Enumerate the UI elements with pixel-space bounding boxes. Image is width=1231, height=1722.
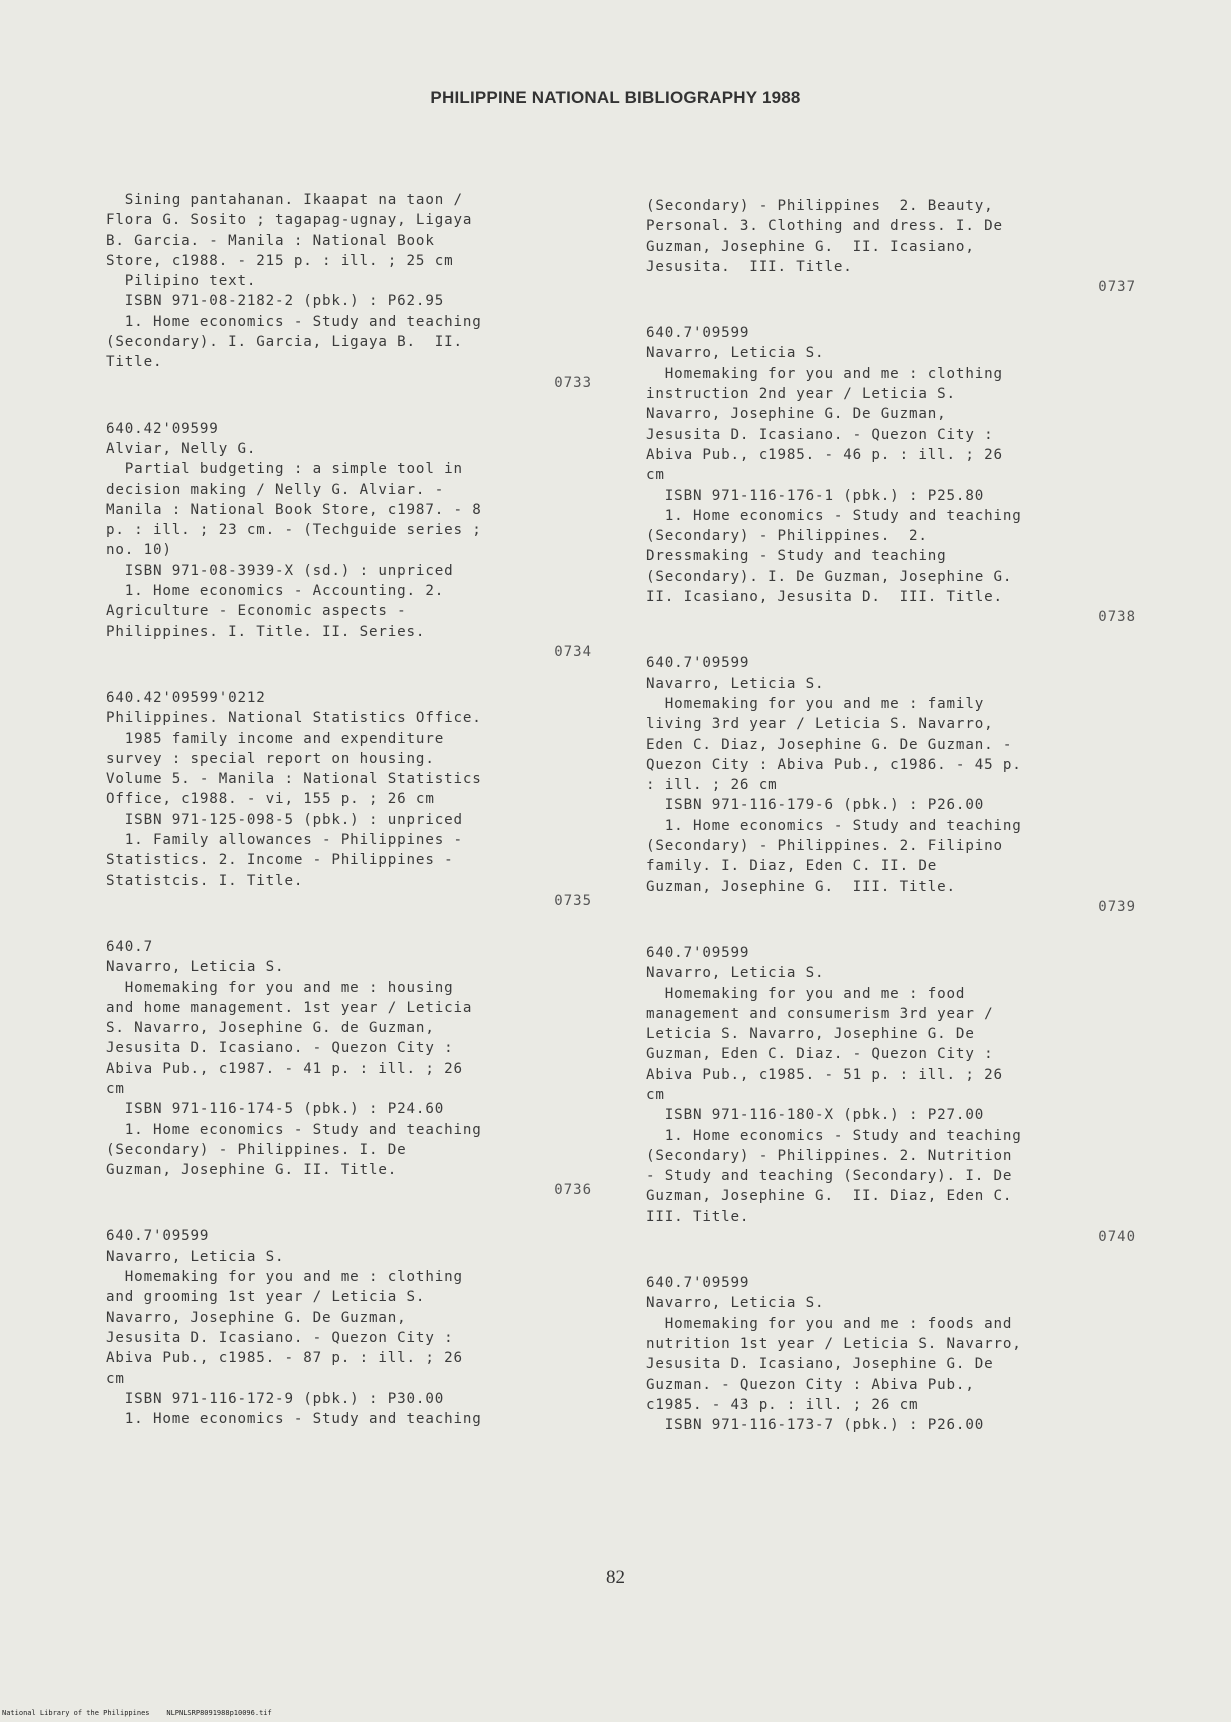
entry-line: 640.7'09599 bbox=[646, 655, 750, 672]
entry-line: Navarro, Leticia S. bbox=[106, 1248, 285, 1265]
entry-line: 1. Home economics - Study and teaching bbox=[646, 1127, 1022, 1144]
entry-line: ISBN 971-08-2182-2 (pbk.) : P62.95 bbox=[106, 293, 445, 310]
entry-line: 640.7'09599 bbox=[646, 1275, 750, 1292]
entry-line: ISBN 971-125-098-5 (pbk.) : unpriced bbox=[106, 811, 463, 828]
entry-line: Jesusita D. Icasiano, Josephine G. De bbox=[646, 1356, 994, 1373]
entry-line: Navarro, Leticia S. bbox=[646, 1295, 825, 1312]
entry-line: ISBN 971-116-176-1 (pbk.) : P25.80 bbox=[646, 487, 985, 504]
entry-line: cm bbox=[646, 1086, 665, 1103]
entry-line: II. Icasiano, Jesusita D. III. Title. bbox=[646, 589, 1003, 606]
entry-line: Leticia S. Navarro, Josephine G. De bbox=[646, 1026, 975, 1043]
entry-line: 1. Home economics - Study and teaching bbox=[646, 817, 1022, 834]
entry-line: Navarro, Leticia S. bbox=[106, 959, 285, 976]
entry-line: Abiva Pub., c1985. - 46 p. : ill. ; 26 bbox=[646, 446, 1003, 463]
entry-line: ISBN 971-116-180-X (pbk.) : P27.00 bbox=[646, 1107, 985, 1124]
entry-line: family. I. Diaz, Eden C. II. De bbox=[646, 858, 938, 875]
bibliography-entry bbox=[106, 688, 596, 911]
entry-line: no. 10) bbox=[106, 542, 172, 559]
bibliography-entry bbox=[106, 937, 596, 1201]
entry-line: Pilipino text. bbox=[106, 273, 257, 290]
entry-line: Eden C. Diaz, Josephine G. De Guzman. - bbox=[646, 736, 1013, 753]
entry-line: ISBN 971-08-3939-X (sd.) : unpriced bbox=[106, 562, 454, 579]
entry-line: and grooming 1st year / Leticia S. bbox=[106, 1289, 426, 1306]
entry-number: 0737 bbox=[1098, 279, 1136, 296]
entry-line: Store, c1988. - 215 p. : ill. ; 25 cm bbox=[106, 252, 454, 269]
entry-line: Volume 5. - Manila : National Statistics bbox=[106, 771, 482, 788]
entry-line: cm bbox=[106, 1080, 125, 1097]
entry-line: Sining pantahanan. Ikaapat na taon / bbox=[106, 192, 463, 208]
bibliography-entry bbox=[106, 1226, 596, 1429]
page-number: 82 bbox=[606, 1567, 625, 1588]
left-column bbox=[106, 190, 596, 1455]
entry-line: : ill. ; 26 cm bbox=[646, 777, 778, 794]
entry-number: 0734 bbox=[554, 643, 592, 660]
entry-line: Manila : National Book Store, c1987. - 8 bbox=[106, 501, 482, 518]
entry-line: Navarro, Leticia S. bbox=[646, 675, 825, 692]
entry-line: Homemaking for you and me : clothing bbox=[646, 365, 1003, 382]
entry-line: 1. Family allowances - Philippines - bbox=[106, 832, 463, 849]
entry-line: Guzman. - Quezon City : Abiva Pub., bbox=[646, 1376, 975, 1393]
entry-line: (Secondary) - Philippines. 2. Filipino bbox=[646, 838, 1003, 855]
entry-line: Jesusita D. Icasiano. - Quezon City : bbox=[646, 426, 994, 443]
entry-line: Personal. 3. Clothing and dress. I. De bbox=[646, 218, 1003, 235]
entry-line: management and consumerism 3rd year / bbox=[646, 1005, 994, 1022]
entry-line: Homemaking for you and me : housing bbox=[106, 979, 454, 996]
entry-line: Dressmaking - Study and teaching bbox=[646, 548, 947, 565]
entry-line: (Secondary) - Philippines. 2. bbox=[646, 528, 928, 545]
entry-number: 0738 bbox=[1098, 609, 1136, 626]
entry-line: ISBN 971-116-179-6 (pbk.) : P26.00 bbox=[646, 797, 985, 814]
bibliography-entry bbox=[106, 190, 596, 393]
bibliography-entry bbox=[646, 653, 1140, 917]
entry-line: B. Garcia. - Manila : National Book bbox=[106, 232, 435, 249]
entry-line: Navarro, Josephine G. De Guzman, bbox=[106, 1309, 407, 1326]
entry-line: Guzman, Josephine G. II. Diaz, Eden C. bbox=[646, 1188, 1013, 1205]
entry-number: 0735 bbox=[554, 892, 592, 909]
bibliography-entry bbox=[646, 1273, 1140, 1435]
page-title: PHILIPPINE NATIONAL BIBLIOGRAPHY 1988 bbox=[430, 88, 801, 107]
scan-footer: National Library of the Philippines NLPNLSRP8091988p10096.tif bbox=[2, 1709, 272, 1717]
entry-line: Guzman, Josephine G. II. Icasiano, bbox=[646, 238, 975, 255]
entry-line: 1. Home economics - Study and teaching bbox=[106, 1411, 482, 1428]
entry-line: Navarro, Leticia S. bbox=[646, 345, 825, 362]
entry-line: Guzman, Josephine G. II. Title. bbox=[106, 1162, 398, 1179]
entry-line: survey : special report on housing. bbox=[106, 750, 435, 767]
entry-line: 1. Home economics - Accounting. 2. bbox=[106, 583, 445, 600]
entry-number: 0733 bbox=[554, 374, 592, 391]
entry-line: Flora G. Sosito ; tagapag-ugnay, Ligaya bbox=[106, 212, 473, 229]
entry-line: Guzman, Josephine G. III. Title. bbox=[646, 878, 956, 895]
entry-line: Abiva Pub., c1987. - 41 p. : ill. ; 26 bbox=[106, 1060, 463, 1077]
entry-line: (Secondary) - Philippines 2. Beauty, bbox=[646, 198, 994, 214]
entry-line: 1985 family income and expenditure bbox=[106, 730, 445, 747]
entry-line: 640.7'09599 bbox=[106, 1228, 210, 1245]
entry-line: 1. Home economics - Study and teaching bbox=[106, 313, 482, 330]
entry-line: Jesusita D. Icasiano. - Quezon City : bbox=[106, 1040, 454, 1057]
entry-line: Abiva Pub., c1985. - 87 p. : ill. ; 26 bbox=[106, 1350, 463, 1367]
entry-line: Jesusita D. Icasiano. - Quezon City : bbox=[106, 1329, 454, 1346]
entry-line: Alviar, Nelly G. bbox=[106, 440, 257, 457]
entry-line: 640.42'09599'0212 bbox=[106, 689, 266, 706]
entry-line: (Secondary) - Philippines. 2. Nutrition bbox=[646, 1147, 1013, 1164]
entry-line: ISBN 971-116-173-7 (pbk.) : P26.00 bbox=[646, 1417, 985, 1434]
entry-line: 1. Home economics - Study and teaching bbox=[106, 1121, 482, 1138]
entry-line: cm bbox=[106, 1370, 125, 1387]
entry-line: Homemaking for you and me : food bbox=[646, 985, 966, 1002]
entry-line: c1985. - 43 p. : ill. ; 26 cm bbox=[646, 1396, 919, 1413]
entry-line: (Secondary). I. Garcia, Ligaya B. II. bbox=[106, 334, 463, 351]
entry-line: - Study and teaching (Secondary). I. De bbox=[646, 1168, 1013, 1185]
entry-number: 0739 bbox=[1098, 898, 1136, 915]
entry-line: 640.42'09599 bbox=[106, 420, 219, 437]
entry-line: Office, c1988. - vi, 155 p. ; 26 cm bbox=[106, 791, 435, 808]
entry-line: Title. bbox=[106, 354, 163, 371]
entry-line: Statistcis. I. Title. bbox=[106, 872, 304, 889]
entry-line: Quezon City : Abiva Pub., c1986. - 45 p. bbox=[646, 756, 1022, 773]
entry-line: Abiva Pub., c1985. - 51 p. : ill. ; 26 bbox=[646, 1066, 1003, 1083]
entry-line: 1. Home economics - Study and teaching bbox=[646, 507, 1022, 524]
entry-line: Statistics. 2. Income - Philippines - bbox=[106, 852, 454, 869]
entry-line: Homemaking for you and me : clothing bbox=[106, 1269, 463, 1286]
entry-line: decision making / Nelly G. Alviar. - bbox=[106, 481, 445, 498]
entry-line: Guzman, Eden C. Diaz. - Quezon City : bbox=[646, 1046, 994, 1063]
entry-line: Partial budgeting : a simple tool in bbox=[106, 461, 463, 478]
entry-line: Navarro, Josephine G. De Guzman, bbox=[646, 406, 947, 423]
entry-line: (Secondary) - Philippines. I. De bbox=[106, 1141, 407, 1158]
entry-line: Homemaking for you and me : family bbox=[646, 695, 985, 712]
entry-line: (Secondary). I. De Guzman, Josephine G. bbox=[646, 568, 1013, 585]
entry-line: Philippines. I. Title. II. Series. bbox=[106, 623, 426, 640]
entry-line: p. : ill. ; 23 cm. - (Techguide series ; bbox=[106, 522, 482, 539]
entry-number: 0736 bbox=[554, 1182, 592, 1199]
entry-line: nutrition 1st year / Leticia S. Navarro, bbox=[646, 1335, 1022, 1352]
entry-number: 0740 bbox=[1098, 1229, 1136, 1246]
entry-line: 640.7'09599 bbox=[646, 944, 750, 961]
entry-line: Philippines. National Statistics Office. bbox=[106, 710, 482, 727]
bibliography-entry bbox=[106, 419, 596, 662]
entry-line: 640.7'09599 bbox=[646, 325, 750, 342]
entry-line: Agriculture - Economic aspects - bbox=[106, 603, 407, 620]
entry-line: Navarro, Leticia S. bbox=[646, 965, 825, 982]
entry-line: and home management. 1st year / Leticia bbox=[106, 999, 473, 1016]
entry-line: ISBN 971-116-174-5 (pbk.) : P24.60 bbox=[106, 1101, 445, 1118]
entry-line: cm bbox=[646, 467, 665, 484]
bibliography-entry bbox=[646, 323, 1140, 627]
entry-line: ISBN 971-116-172-9 (pbk.) : P30.00 bbox=[106, 1390, 445, 1407]
entry-line: Homemaking for you and me : foods and bbox=[646, 1315, 1013, 1332]
entry-line: instruction 2nd year / Leticia S. bbox=[646, 386, 956, 403]
entry-line: living 3rd year / Leticia S. Navarro, bbox=[646, 716, 994, 733]
entry-line: Jesusita. III. Title. bbox=[646, 258, 853, 275]
entry-line: III. Title. bbox=[646, 1208, 750, 1225]
entry-line: S. Navarro, Josephine G. de Guzman, bbox=[106, 1020, 435, 1037]
entry-line: 640.7 bbox=[106, 938, 153, 955]
bibliography-entry bbox=[646, 196, 1140, 297]
right-column bbox=[646, 196, 1140, 1461]
bibliography-entry bbox=[646, 943, 1140, 1247]
